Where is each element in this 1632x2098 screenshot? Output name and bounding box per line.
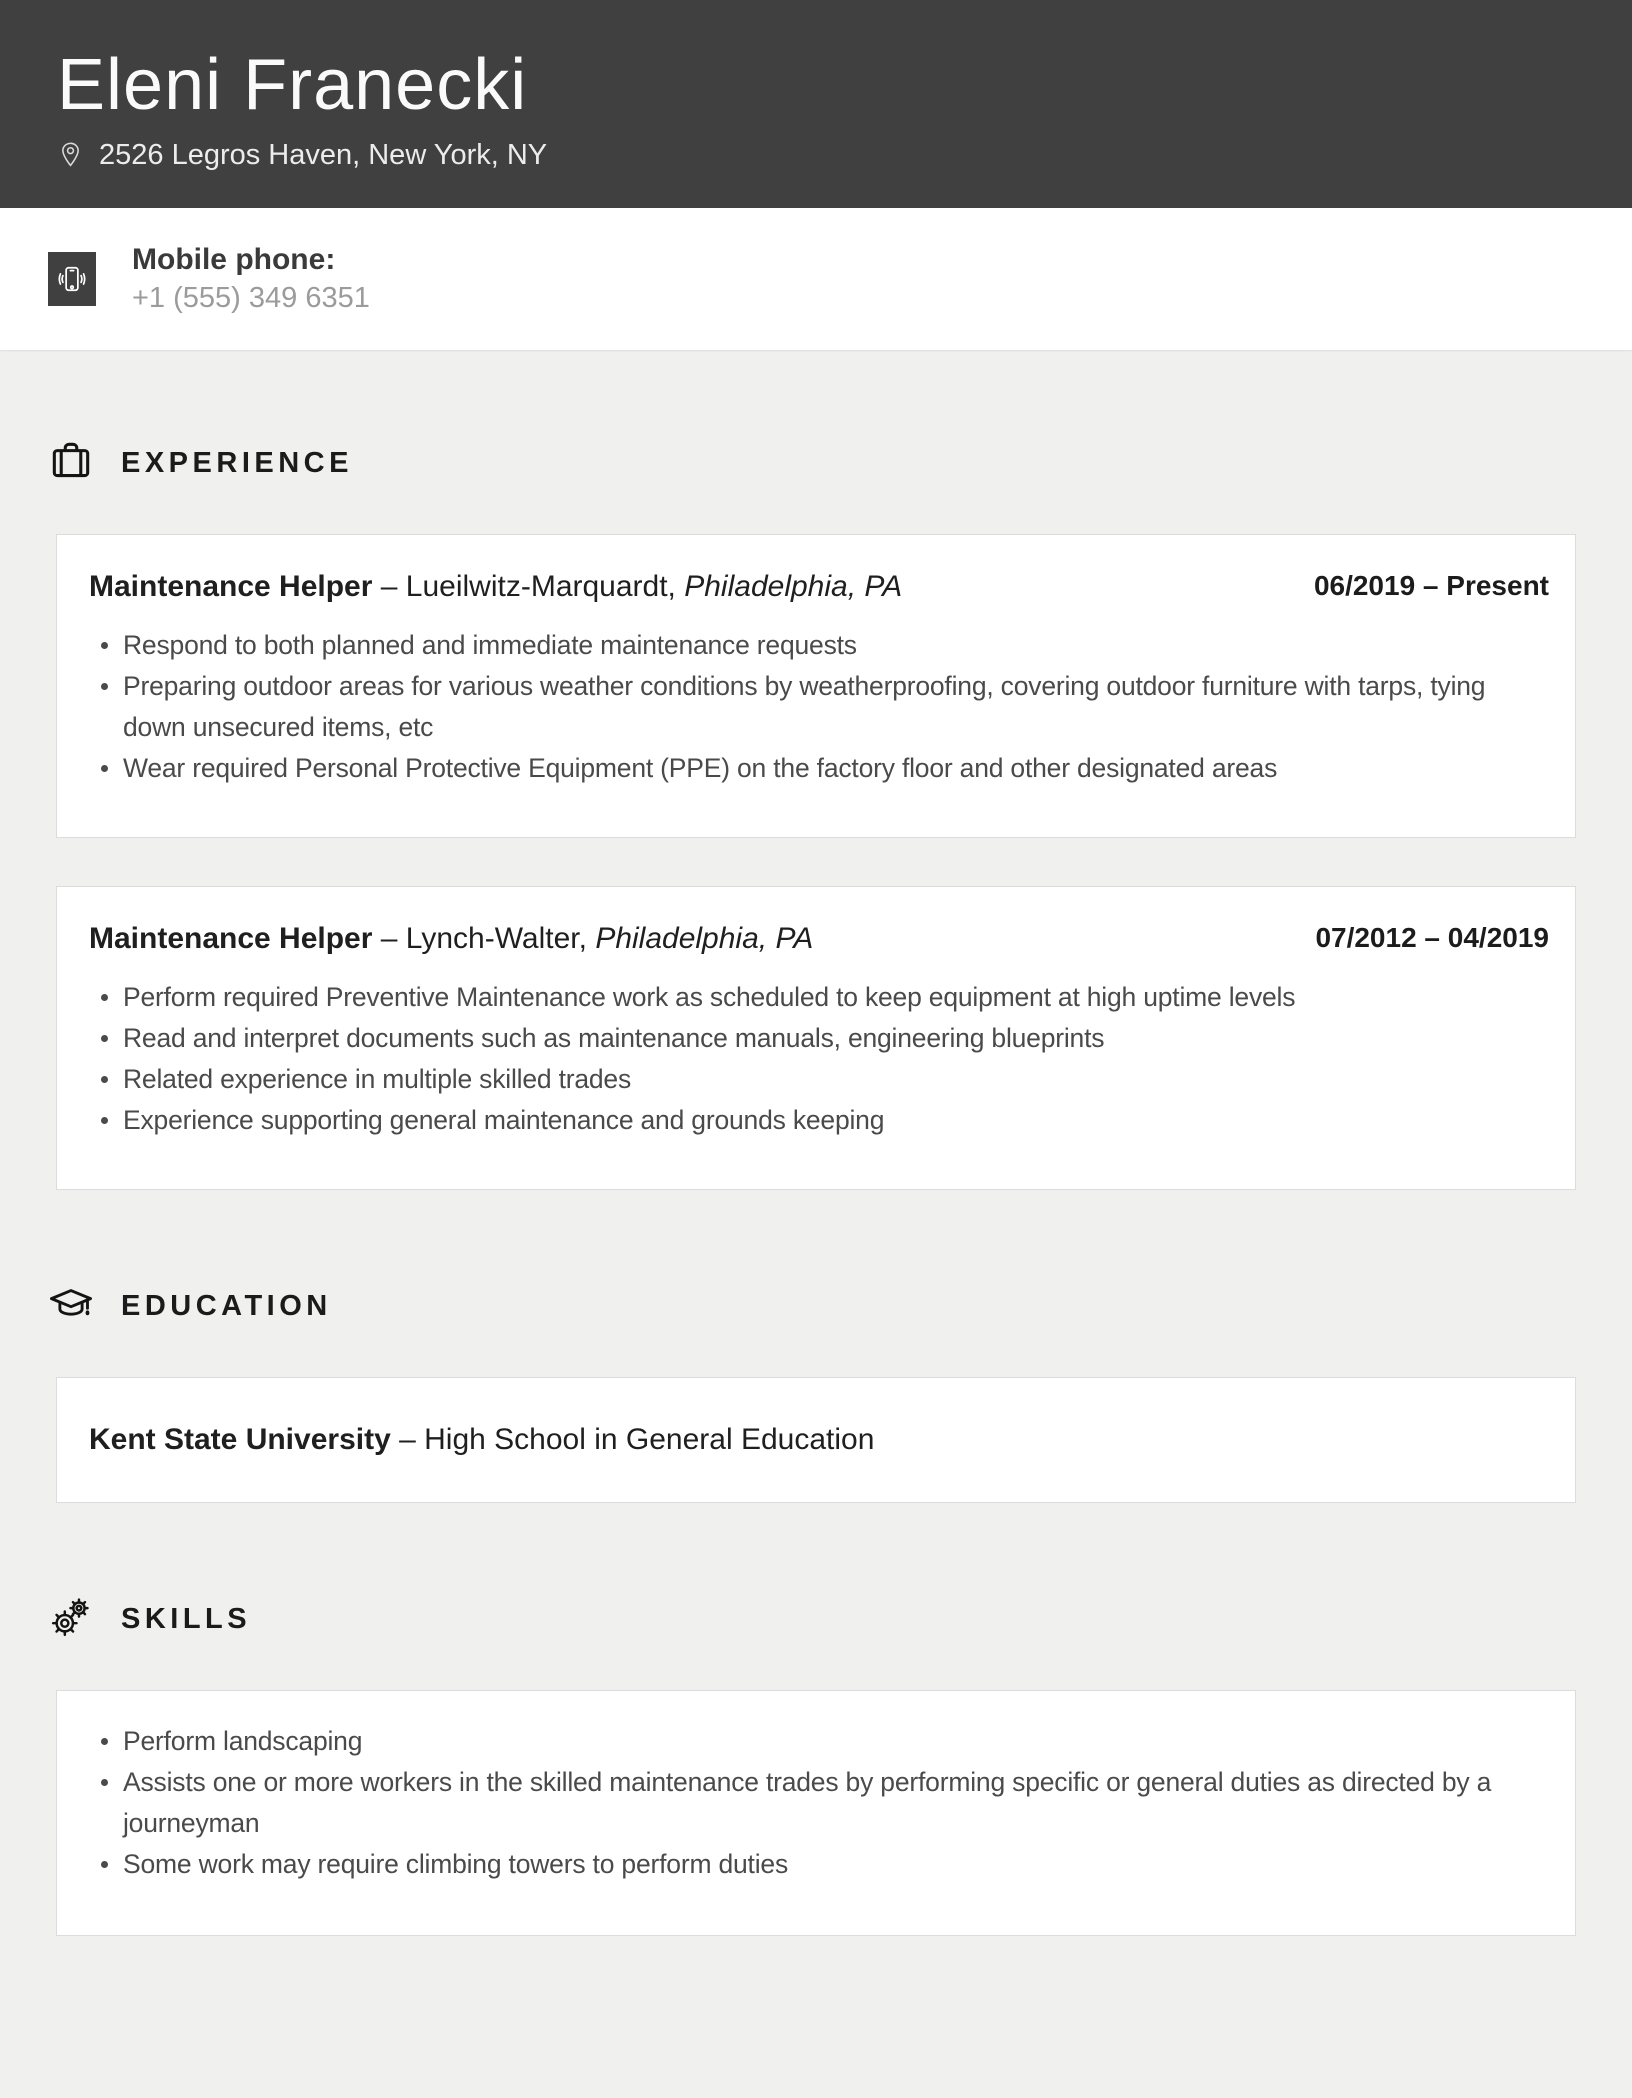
skills-bullet-list <box>89 1721 1549 1885</box>
contact-text <box>132 243 370 315</box>
education-title <box>89 1418 1549 1462</box>
job-dates: 07/2012 – 04/2019 <box>1315 922 1549 953</box>
experience-section-heading <box>48 440 1584 486</box>
job-header <box>89 565 1549 609</box>
education-card <box>56 1377 1576 1503</box>
experience-card-2 <box>56 886 1576 1190</box>
person-location: 2526 Legros Haven, New York, NY <box>99 139 548 172</box>
job-role: Maintenance Helper <box>89 570 373 603</box>
skill-bullet: Assists one or more workers in the skilled maintenance trades by performing specific or general duties as directed by a journeyman <box>89 1762 1549 1844</box>
mobile-phone-icon <box>48 252 96 306</box>
skills-card <box>56 1690 1576 1936</box>
job-dates: 06/2019 – Present <box>1313 570 1549 601</box>
resume-header <box>0 0 1632 208</box>
skill-bullet: Perform landscaping <box>89 1721 1549 1762</box>
job-company: – Lynch-Walter, <box>380 922 587 955</box>
education-school: Kent State University <box>89 1423 391 1456</box>
job-bullet: Read and interpret documents such as maintenance manuals, engineering blueprints <box>89 1018 1549 1059</box>
job-bullet: Preparing outdoor areas for various weather conditions by weatherproofing, covering outdoor furniture with tarps, tying down unsecured items, etc <box>89 666 1549 748</box>
skill-bullet: Some work may require climbing towers to perform duties <box>89 1844 1549 1885</box>
gears-icon <box>48 1595 94 1644</box>
job-bullet: Respond to both planned and immediate maintenance requests <box>89 625 1549 666</box>
contact-label: Mobile phone: <box>132 243 336 276</box>
job-title <box>89 565 902 609</box>
graduation-cap-icon <box>48 1281 94 1332</box>
job-location: Philadelphia, PA <box>595 922 814 955</box>
education-section-heading <box>48 1283 1584 1329</box>
job-bullet: Experience supporting general maintenance and grounds keeping <box>89 1100 1549 1141</box>
job-bullet: Related experience in multiple skilled trades <box>89 1059 1549 1100</box>
experience-section-title: EXPERIENCE <box>121 446 353 479</box>
person-name: Eleni Franecki <box>57 45 528 125</box>
experience-card-1 <box>56 534 1576 838</box>
resume-body <box>0 440 1632 1936</box>
education-section-title: EDUCATION <box>121 1289 332 1322</box>
contact-phone-number: +1 (555) 349 6351 <box>132 282 370 314</box>
education-degree: – High School in General Education <box>399 1423 875 1456</box>
skills-section-title: SKILLS <box>121 1602 252 1635</box>
job-role: Maintenance Helper <box>89 922 373 955</box>
skills-section-heading <box>48 1596 1584 1642</box>
location-pin-icon <box>57 140 84 171</box>
briefcase-icon <box>48 438 94 489</box>
job-header <box>89 917 1549 961</box>
job-bullet-list <box>89 977 1549 1141</box>
job-bullet-list <box>89 625 1549 789</box>
job-bullet: Perform required Preventive Maintenance work as scheduled to keep equipment at high uptime levels <box>89 977 1549 1018</box>
job-location: Philadelphia, PA <box>684 570 903 603</box>
job-company: – Lueilwitz-Marquardt, <box>380 570 676 603</box>
job-bullet: Wear required Personal Protective Equipment (PPE) on the factory floor and other designated areas <box>89 748 1549 789</box>
contact-bar <box>0 208 1632 350</box>
location-row <box>57 139 1576 172</box>
job-title <box>89 917 813 961</box>
